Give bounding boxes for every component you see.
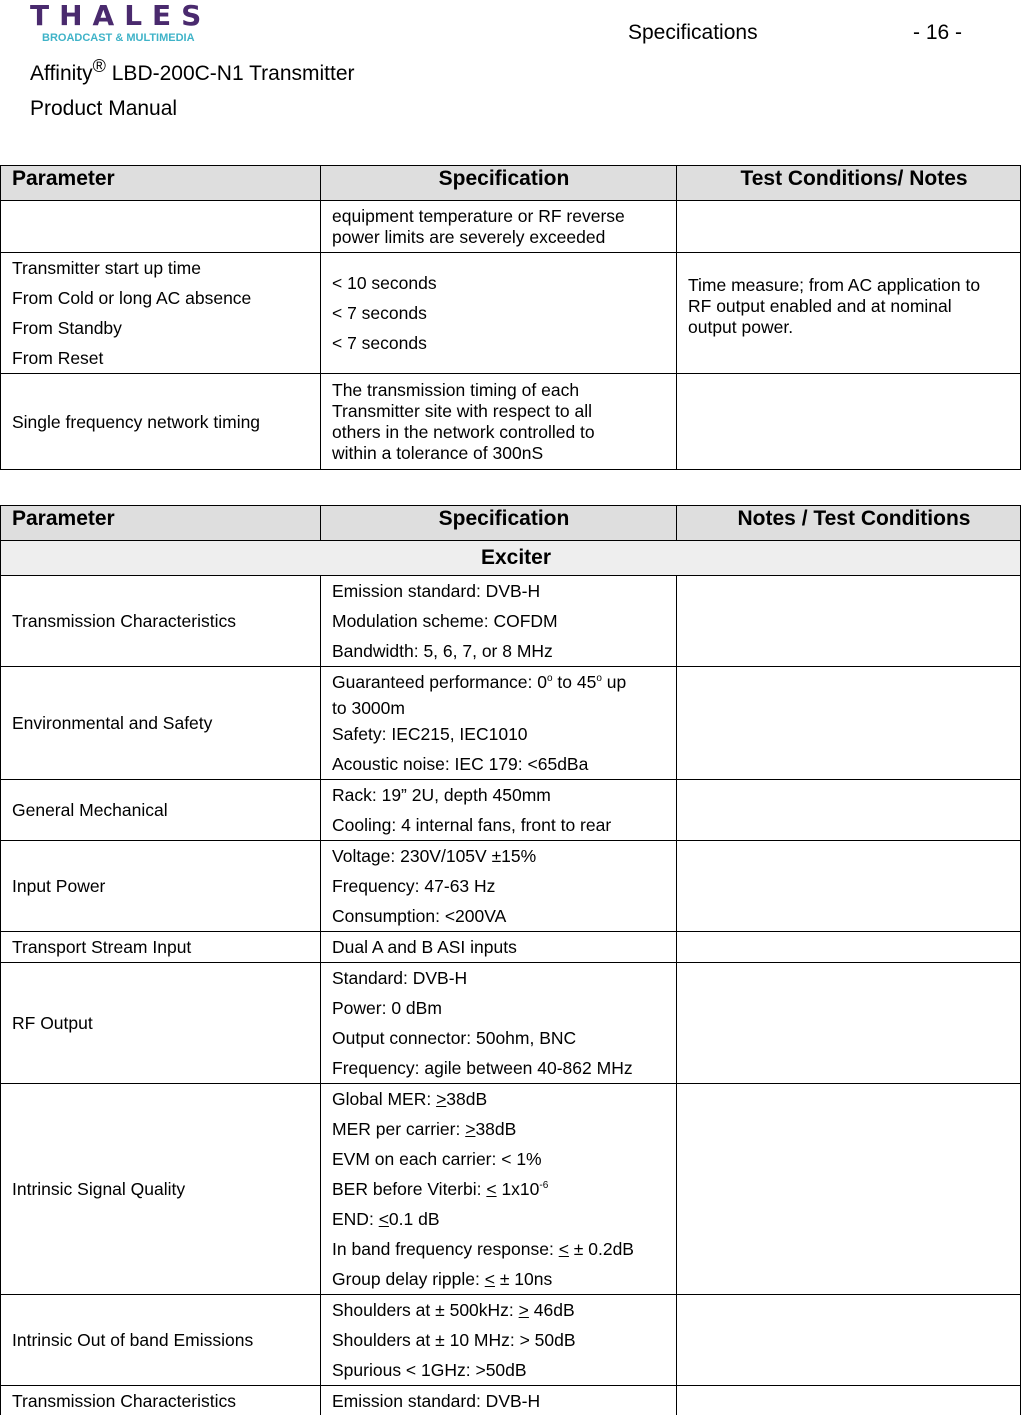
- text-segment: ± 0.2dB: [568, 1239, 634, 1259]
- parameter-cell: [1, 1295, 321, 1386]
- notes-cell: [677, 667, 1021, 780]
- notes-cell: [677, 963, 1021, 1084]
- table-row: [1, 253, 1021, 374]
- text-segment: Output connector: 50ohm, BNC: [332, 1028, 577, 1048]
- text-segment: Transmitter site with respect to all: [332, 400, 592, 421]
- text-segment: <: [378, 1209, 389, 1229]
- cell-line: [12, 1174, 320, 1204]
- cell-line: [332, 1264, 676, 1294]
- text-segment: In band frequency response:: [332, 1239, 559, 1259]
- cell-line: [332, 298, 676, 328]
- header-parameter: Parameter: [1, 506, 321, 541]
- doc-title: Product Manual: [30, 97, 178, 120]
- cell-line: [332, 380, 676, 401]
- cell-line: [332, 1053, 676, 1083]
- cell-line: [688, 317, 1020, 338]
- parameter-cell: [1, 576, 321, 667]
- cell-line: [12, 606, 320, 636]
- text-segment: Consumption: <200VA: [332, 906, 507, 926]
- text-segment: Environmental and Safety: [12, 713, 213, 733]
- cell-line: [332, 1295, 676, 1325]
- text-segment: General Mechanical: [12, 800, 168, 820]
- cell-line: [332, 268, 676, 298]
- notes-cell: [677, 201, 1021, 253]
- table-row: [1, 201, 1021, 253]
- cell-line: [12, 283, 320, 313]
- text-segment: The transmission timing of each: [332, 379, 580, 400]
- table-row: [1, 932, 1021, 963]
- cell-line: [332, 422, 676, 443]
- cell-line: [332, 993, 676, 1023]
- cell-line: [12, 1008, 320, 1038]
- text-segment: output power.: [688, 317, 794, 337]
- text-segment: equipment temperature or RF reverse: [332, 205, 625, 226]
- text-segment: Shoulders at ± 500kHz:: [332, 1300, 519, 1320]
- text-segment: Dual A and B ASI inputs: [332, 937, 517, 957]
- cell-line: [332, 1144, 676, 1174]
- text-segment: <: [486, 1179, 497, 1199]
- notes-cell: [677, 1386, 1021, 1415]
- specification-cell: [321, 780, 677, 841]
- notes-cell: [677, 1295, 1021, 1386]
- specification-cell: [321, 932, 677, 963]
- table-row: [1, 1084, 1021, 1295]
- text-segment: Bandwidth: 5, 6, 7, or 8 MHz: [332, 641, 553, 661]
- text-segment: >: [518, 1300, 529, 1320]
- notes-cell: [677, 1084, 1021, 1295]
- text-segment: Intrinsic Signal Quality: [12, 1179, 186, 1199]
- table-row: [1, 780, 1021, 841]
- cell-line: [688, 275, 1020, 296]
- text-segment: Transmitter start up time: [12, 258, 201, 278]
- text-segment: From Reset: [12, 348, 104, 368]
- page-number: - 16 -: [913, 21, 963, 44]
- text-segment: 1x10: [496, 1179, 540, 1199]
- cell-line: [332, 636, 676, 666]
- cell-line: [332, 1234, 676, 1264]
- parameter-cell: [1, 1386, 321, 1415]
- text-segment: Intrinsic Out of band Emissions: [12, 1330, 254, 1350]
- header-notes: Notes / Test Conditions: [677, 506, 1021, 541]
- specification-cell: [321, 667, 677, 780]
- cell-line: [332, 719, 676, 749]
- text-segment: EVM on each carrier: < 1%: [332, 1149, 542, 1169]
- text-segment: within a tolerance of 300nS: [332, 442, 544, 463]
- cell-line: [332, 1355, 676, 1385]
- cell-line: [332, 1325, 676, 1355]
- text-segment: -6: [539, 1180, 549, 1191]
- text-segment: Voltage: 230V/105V ±15%: [332, 846, 537, 866]
- cell-line: [332, 401, 676, 422]
- product-name: Affinity: [30, 62, 93, 85]
- specification-cell: [321, 201, 677, 253]
- cell-line: [12, 1386, 320, 1415]
- product-model: LBD-200C-N1 Transmitter: [105, 62, 355, 85]
- parameter-cell: [1, 963, 321, 1084]
- text-segment: Transmission Characteristics: [12, 611, 236, 631]
- specification-cell: [321, 1295, 677, 1386]
- cell-line: [332, 810, 676, 840]
- table-row: [1, 1295, 1021, 1386]
- parameter-cell: [1, 932, 321, 963]
- text-segment: Power: 0 dBm: [332, 998, 442, 1018]
- text-segment: BER before Viterbi:: [332, 1179, 487, 1199]
- text-segment: Frequency: agile between 40-862 MHz: [332, 1058, 633, 1078]
- text-segment: < 7 seconds: [332, 333, 427, 353]
- table-row: [1, 667, 1021, 780]
- parameter-cell: [1, 841, 321, 932]
- cell-line: [332, 932, 676, 962]
- cell-line: [12, 313, 320, 343]
- logo-wordmark: THALES: [30, 0, 212, 32]
- text-segment: 38dB: [446, 1089, 488, 1109]
- thales-logo: [30, 0, 270, 46]
- cell-line: [332, 901, 676, 931]
- cell-line: [332, 606, 676, 636]
- text-segment: MER per carrier:: [332, 1119, 466, 1139]
- text-segment: >: [436, 1089, 447, 1109]
- cell-line: [332, 1174, 676, 1204]
- cell-line: [332, 1114, 676, 1144]
- text-segment: Single frequency network timing: [12, 411, 261, 432]
- cell-line: [332, 963, 676, 993]
- cell-line: [12, 795, 320, 825]
- cell-line: [12, 871, 320, 901]
- cell-line: [332, 749, 676, 779]
- cell-line: [332, 697, 676, 719]
- text-segment: Frequency: 47-63 Hz: [332, 876, 496, 896]
- cell-line: [688, 296, 1020, 317]
- table-row: [1, 963, 1021, 1084]
- text-segment: Acoustic noise: IEC 179: <65dBa: [332, 754, 589, 774]
- text-segment: Rack: 19” 2U, depth 450mm: [332, 785, 551, 805]
- cell-line: [12, 253, 320, 283]
- specification-cell: [321, 1084, 677, 1295]
- notes-cell: [677, 374, 1021, 470]
- text-segment: ± 10ns: [494, 1269, 553, 1289]
- cell-line: [332, 1084, 676, 1114]
- table-row: [1, 576, 1021, 667]
- text-segment: 38dB: [475, 1119, 517, 1139]
- cell-line: [332, 780, 676, 810]
- text-segment: to 3000m: [332, 698, 405, 718]
- parameter-cell: [1, 253, 321, 374]
- text-segment: Safety: IEC215, IEC1010: [332, 724, 528, 744]
- text-segment: RF output enabled and at nominal: [688, 296, 952, 316]
- text-segment: Cooling: 4 internal fans, front to rear: [332, 815, 612, 835]
- text-segment: < 10 seconds: [332, 273, 437, 293]
- section-exciter: Exciter: [1, 541, 1021, 576]
- text-segment: Emission standard: DVB-H: [332, 581, 541, 601]
- spec-table-1: [0, 165, 1021, 470]
- text-segment: <: [558, 1239, 569, 1259]
- text-segment: Emission standard: DVB-H: [332, 1391, 541, 1411]
- specification-cell: [321, 253, 677, 374]
- text-segment: Transport Stream Input: [12, 937, 192, 957]
- section-title: Specifications: [628, 21, 758, 44]
- parameter-cell: [1, 667, 321, 780]
- text-segment: 46dB: [528, 1300, 575, 1320]
- registered-mark: ®: [92, 56, 106, 76]
- cell-line: [332, 443, 676, 464]
- text-segment: up: [601, 672, 627, 692]
- parameter-cell: [1, 201, 321, 253]
- header-specification: Specification: [321, 166, 677, 201]
- header-parameter: Parameter: [1, 166, 321, 201]
- text-segment: others in the network controlled to: [332, 421, 595, 442]
- specification-cell: [321, 576, 677, 667]
- cell-line: [332, 1023, 676, 1053]
- text-segment: Global MER:: [332, 1089, 437, 1109]
- text-segment: Time measure; from AC application to: [688, 275, 981, 295]
- text-segment: From Standby: [12, 318, 122, 338]
- cell-line: [332, 206, 676, 227]
- text-segment: o: [547, 673, 553, 684]
- header-notes: Test Conditions/ Notes: [677, 166, 1021, 201]
- text-segment: o: [596, 673, 602, 684]
- text-segment: >: [465, 1119, 476, 1139]
- header-specification: Specification: [321, 506, 677, 541]
- spec-table-2: [0, 505, 1021, 1415]
- cell-line: [12, 708, 320, 738]
- text-segment: <: [484, 1269, 495, 1289]
- text-segment: 0.1 dB: [388, 1209, 440, 1229]
- specification-cell: [321, 374, 677, 470]
- cell-line: [12, 343, 320, 373]
- text-segment: Transmission Characteristics: [12, 1391, 236, 1411]
- cell-line: [332, 871, 676, 901]
- text-segment: Group delay ripple:: [332, 1269, 485, 1289]
- text-segment: Modulation scheme: COFDM: [332, 611, 558, 631]
- notes-cell: [677, 780, 1021, 841]
- text-segment: From Cold or long AC absence: [12, 288, 252, 308]
- text-segment: Guaranteed performance: 0: [332, 672, 547, 692]
- text-segment: Spurious < 1GHz: >50dB: [332, 1360, 527, 1380]
- cell-line: [332, 576, 676, 606]
- text-segment: to 45: [552, 672, 597, 692]
- cell-line: [332, 227, 676, 248]
- notes-cell: [677, 576, 1021, 667]
- notes-cell: [677, 932, 1021, 963]
- parameter-cell: [1, 780, 321, 841]
- notes-cell: [677, 253, 1021, 374]
- specification-cell: [321, 1386, 677, 1415]
- cell-line: [332, 1204, 676, 1234]
- text-segment: power limits are severely exceeded: [332, 226, 606, 247]
- table-row: [1, 374, 1021, 470]
- text-segment: Input Power: [12, 876, 106, 896]
- specification-cell: [321, 963, 677, 1084]
- cell-line: [332, 328, 676, 358]
- notes-cell: [677, 841, 1021, 932]
- cell-line: [12, 407, 320, 437]
- cell-line: [332, 841, 676, 871]
- table-row: [1, 1386, 1021, 1415]
- text-segment: Shoulders at ± 10 MHz: > 50dB: [332, 1330, 576, 1350]
- text-segment: < 7 seconds: [332, 303, 427, 323]
- cell-line: [12, 1325, 320, 1355]
- table-row: [1, 841, 1021, 932]
- parameter-cell: [1, 1084, 321, 1295]
- parameter-cell: [1, 374, 321, 470]
- text-segment: RF Output: [12, 1013, 93, 1033]
- logo-tagline: BROADCAST & MULTIMEDIA: [42, 32, 195, 44]
- cell-line: [332, 1386, 676, 1415]
- specification-cell: [321, 841, 677, 932]
- text-segment: Standard: DVB-H: [332, 968, 468, 988]
- product-title: [30, 56, 355, 87]
- cell-line: [332, 667, 676, 697]
- cell-line: [12, 932, 320, 962]
- text-segment: END:: [332, 1209, 379, 1229]
